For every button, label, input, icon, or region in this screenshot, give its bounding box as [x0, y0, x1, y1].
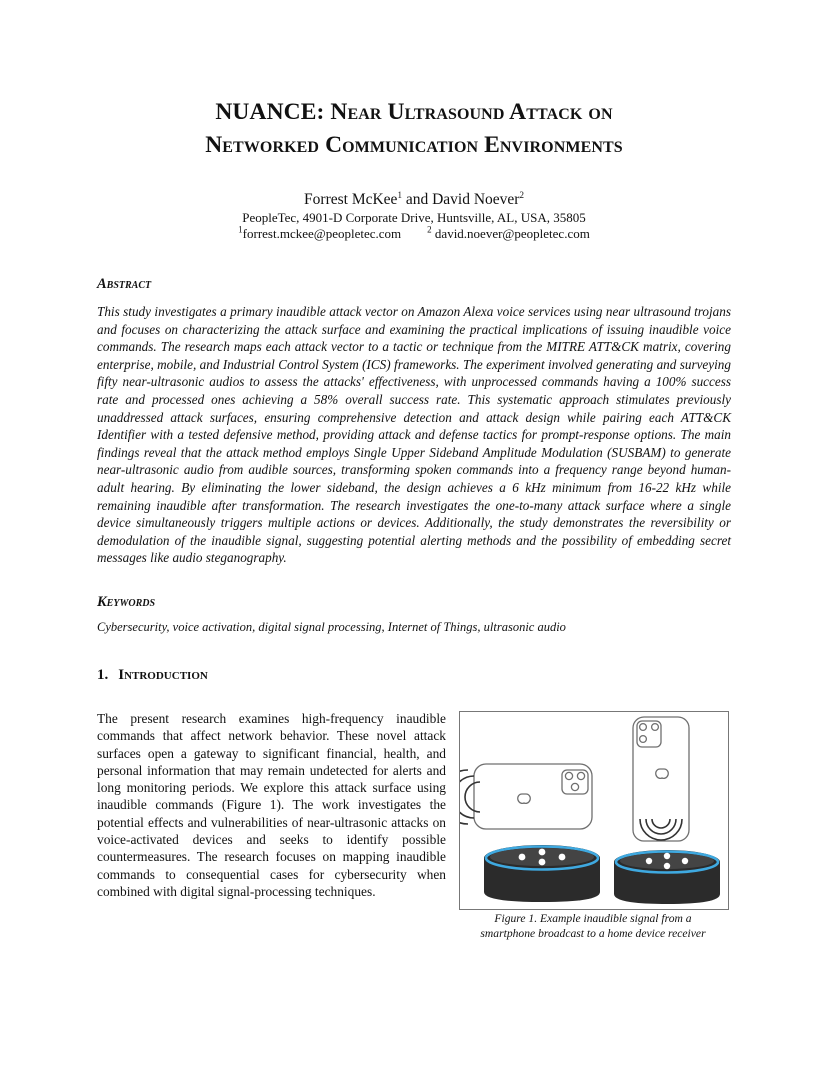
- abstract-text: This study investigates a primary inaudible attack vector on Amazon Alexa voice services using near ultrasound trojans and focuses on characterizing the attack surface and examining the practical implications of issuing inaudible voice commands. The research maps each attack vector to a tactic or technique from the MITRE ATT&CK matrix, covering enterprise, mobile, and Industrial Control System (ICS) frameworks. The experiment involved generating and surveying fifty near-ultrasonic audios to assess the attacks' effectiveness, with unprocessed commands having a 100% success rate and processed ones achieving a 58% overall success rate. This systematic approach stimulates previously unaddressed attack surfaces, ensuring comprehensive detection and attack design while pairing each ATT&CK Identifier with a tested defensive method, providing attack and defense tactics for prompt-response options. The main findings reveal that the attack method employs Single Upper Sideband Amplitude Modulation (SUSBAM) to generate near-ultrasonic audio from audible sources, transforming spoken commands into a frequency range beyond human-adult hearing. By eliminating the lower sideband, the design achieves a 6 kHz minimum from 16-22 kHz while remaining inaudible after transformation. The research investigates the one-to-many attack surface where a single device simultaneously triggers multiple actions or devices. Additionally, the study demonstrates the reversibility or demodulation of the inaudible signal, suggesting potential alerting methods and the possibility of embedding secret messages like audio steganography.: [97, 304, 731, 566]
- title-part: Near Ultrasound Attack on: [330, 99, 613, 125]
- title-line-2: Networked Communication Environments: [205, 132, 623, 158]
- section-heading: [97, 667, 208, 684]
- figure-1: [459, 711, 729, 910]
- smart-speaker-icon: [614, 850, 720, 904]
- keywords-text: Cybersecurity, voice activation, digital signal processing, Internet of Things, ultrasonic audio: [97, 620, 566, 634]
- author-name: Forrest McKee: [304, 191, 398, 208]
- caption-line: smartphone broadcast to a home device receiver: [480, 927, 706, 940]
- introduction-text: The present research examines high-frequency inaudible commands that affect network behavior. These novel attack surfaces open a gateway to significant financial, health, and personal information that may remain undetected for alerts and long monitoring periods. We explore this attack surface using inaudible commands (Figure 1). The work investigates the potential effects and vulnerabilities of near-ultrasonic attacks on voice-activated devices and seeks to identify possible countermeasures. The research focuses on mapping inaudible commands to consequential cases for cybersecurity when combined with digital signal-processing techniques.: [97, 711, 446, 899]
- figure-illustration: [460, 712, 728, 909]
- smart-speaker-icon: [484, 845, 600, 902]
- title-line-1: [60, 96, 768, 129]
- section-number: 1.: [97, 667, 109, 683]
- author-conjunction: and: [401, 191, 433, 208]
- abstract-heading: Abstract: [97, 276, 152, 292]
- section-title: Introduction: [118, 667, 208, 683]
- email-sup: 2: [427, 224, 432, 235]
- keywords-heading: Keywords: [97, 594, 156, 610]
- vertical-phone-icon: [633, 717, 689, 841]
- author-sup: 2: [519, 189, 524, 200]
- author-sup: 1: [397, 189, 402, 200]
- email-link[interactable]: forrest.mckee@peopletec.com: [242, 226, 402, 241]
- caption-line: Figure 1. Example inaudible signal from a: [494, 912, 692, 925]
- author-emails: [0, 226, 828, 242]
- title-acronym: NUANCE:: [215, 99, 331, 125]
- affiliation: PeopleTec, 4901-D Corporate Drive, Huntsville, AL, USA, 35805: [242, 210, 586, 225]
- sound-wave-icon: [640, 819, 682, 840]
- email-sup: 1: [238, 224, 243, 235]
- sound-wave-icon: [460, 770, 480, 824]
- figure-caption: [455, 911, 731, 941]
- author-list: [0, 191, 828, 209]
- paper-title: [60, 96, 768, 162]
- email-link[interactable]: david.noever@peopletec.com: [431, 226, 590, 241]
- author-name: David Noever: [432, 191, 520, 208]
- horizontal-phone-icon: [474, 764, 592, 829]
